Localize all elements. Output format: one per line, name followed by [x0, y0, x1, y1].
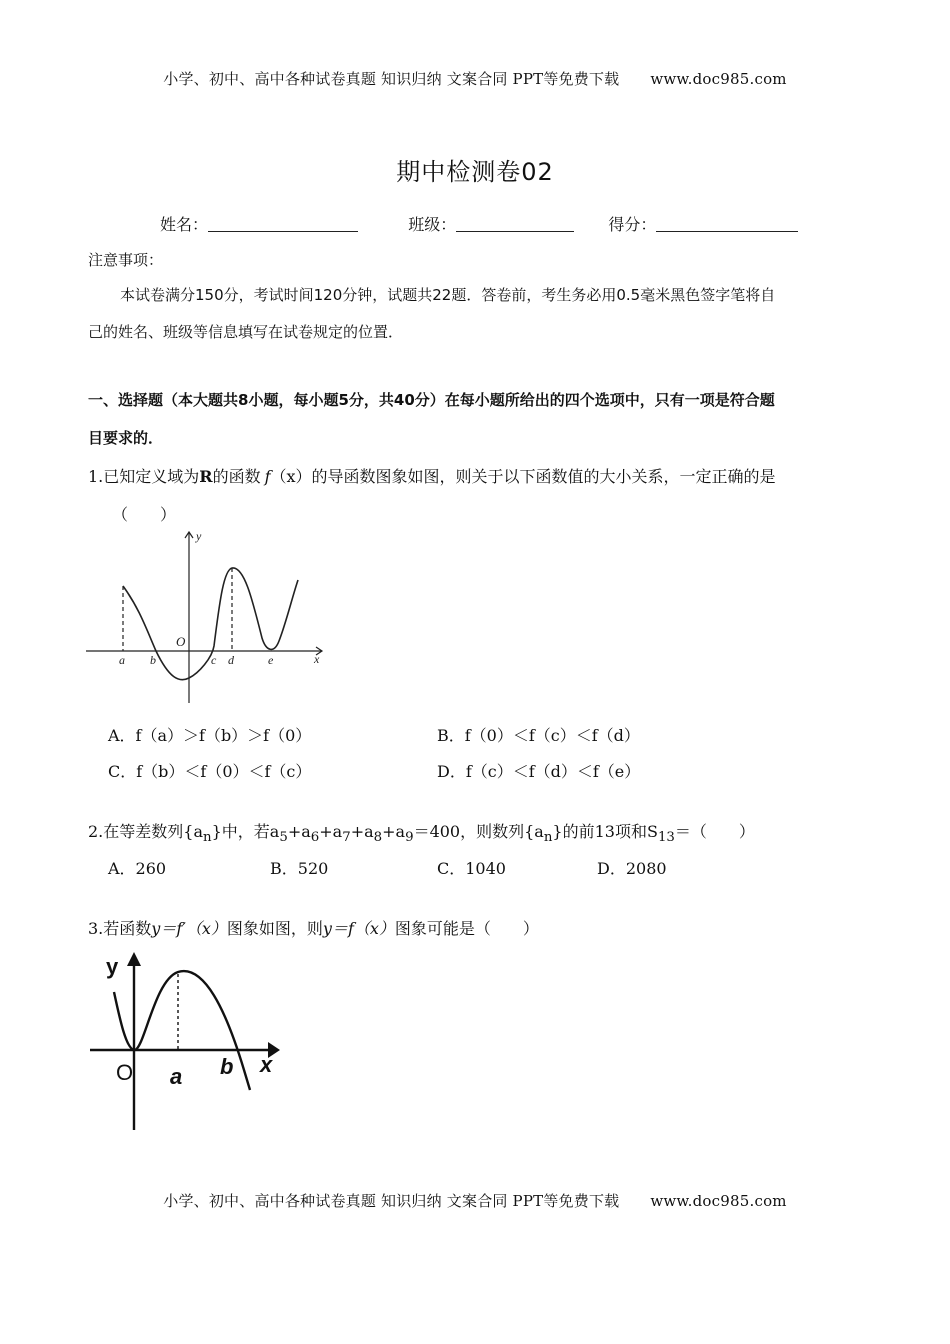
q1-label-a: a: [119, 653, 125, 667]
name-blank[interactable]: [208, 215, 358, 232]
q1-label-x: x: [314, 652, 320, 666]
q2-part: +a: [350, 822, 374, 841]
q1-rest: 的导函数图象如图，则关于以下函数值的大小关系，一定正确的是: [311, 467, 776, 486]
q2-sub: n: [543, 830, 553, 846]
footer-text: 小学、初中、高中各种试卷真题 知识归纳 文案合同 PPT等免费下载: [163, 1192, 620, 1210]
q2-part: +a: [382, 822, 406, 841]
q3-yf: y＝f（x）: [322, 919, 395, 938]
student-info-row: [160, 212, 798, 235]
q3-derivative-graph: [86, 950, 296, 1135]
q2-option-d[interactable]: D．2080: [597, 859, 667, 878]
q2-sub: 8: [373, 830, 383, 846]
q2-part: 2.在等差数列{a: [88, 822, 203, 841]
score-blank[interactable]: [656, 215, 798, 232]
q2-part: ＝（ ）: [674, 822, 755, 841]
q1-x: （x）: [270, 467, 312, 486]
q3-part: 图象如图，则: [226, 919, 323, 938]
question-2-stem: [88, 819, 755, 845]
page-footer: [0, 1190, 950, 1211]
q2-part: }中，若a: [211, 822, 280, 841]
q1-derivative-graph: [84, 528, 334, 708]
score-label: 得分：: [608, 215, 657, 234]
q1-mid: 的函数: [212, 467, 261, 486]
q1-label-d: d: [228, 653, 234, 667]
q1-label-b: b: [150, 653, 156, 667]
q3-part: 3.若函数: [88, 919, 152, 938]
notice-line-1: 本试卷满分150分，考试时间120分钟，试题共22题．答卷前，考生务必用0.5毫米黑色签字笔将自: [120, 286, 776, 304]
header-site-link[interactable]: www.doc985.com: [650, 70, 787, 88]
q2-sub: n: [203, 830, 212, 846]
q1-label-O: O: [176, 634, 186, 649]
q2-sub: 7: [342, 830, 351, 846]
q2-sub: 13: [657, 830, 675, 846]
class-label: 班级：: [408, 215, 457, 234]
notice-line-2: 己的姓名、班级等信息填写在试卷规定的位置．: [88, 323, 404, 341]
q3-label-y: y: [106, 954, 119, 979]
q1-prefix: 1.已知定义域为: [88, 467, 200, 486]
q1-label-e: e: [268, 653, 274, 667]
q3-y-arrow: [127, 952, 141, 966]
q1-option-c[interactable]: C．f（b）＜f（0）＜f（c）: [108, 762, 312, 781]
q3-part: 图象可能是（ ）: [394, 919, 539, 938]
q3-label-a: a: [170, 1064, 183, 1089]
name-label: 姓名：: [160, 215, 209, 234]
q1-option-a[interactable]: A．f（a）＞f（b）＞f（0）: [108, 726, 312, 745]
q2-part: }的前13项和S: [552, 822, 658, 841]
footer-site-link[interactable]: www.doc985.com: [650, 1192, 787, 1210]
page-header: [0, 68, 950, 89]
q1-real-set: R: [199, 467, 213, 486]
question-1-stem: [88, 464, 776, 487]
q2-option-c[interactable]: C．1040: [437, 859, 506, 878]
class-blank[interactable]: [456, 215, 574, 232]
q1-label-c: c: [211, 653, 217, 667]
q2-sub: 6: [310, 830, 320, 846]
question-3-stem: [88, 916, 539, 939]
q2-part: ＝400，则数列{a: [413, 822, 544, 841]
q3-label-x: x: [260, 1052, 273, 1077]
notice-heading: 注意事项：: [88, 251, 164, 269]
q1-f: f: [264, 467, 271, 486]
q2-option-a[interactable]: A．260: [108, 859, 167, 878]
q2-option-b[interactable]: B．520: [270, 859, 329, 878]
section-1-heading-cont: 目要求的．: [88, 429, 164, 447]
page-title: 期中检测卷02: [396, 158, 554, 186]
q1-option-d[interactable]: D．f（c）＜f（d）＜f（e）: [437, 762, 641, 781]
q3-yfp: y＝f′（x）: [151, 919, 227, 938]
q2-part: +a: [287, 822, 311, 841]
q2-sub: 5: [279, 830, 288, 846]
question-1-blank: （ ）: [112, 505, 177, 524]
q3-label-O: O: [116, 1060, 134, 1085]
q2-part: +a: [319, 822, 343, 841]
header-text: 小学、初中、高中各种试卷真题 知识归纳 文案合同 PPT等免费下载: [163, 70, 620, 88]
q3-label-b: b: [220, 1054, 234, 1079]
q2-sub: 9: [405, 830, 414, 846]
section-1-heading: 一、选择题（本大题共8小题，每小题5分，共40分）在每小题所给出的四个选项中，只有一项是符合题: [88, 391, 775, 409]
q1-option-b[interactable]: B．f（0）＜f（c）＜f（d）: [437, 726, 640, 745]
q1-label-y: y: [196, 529, 202, 543]
